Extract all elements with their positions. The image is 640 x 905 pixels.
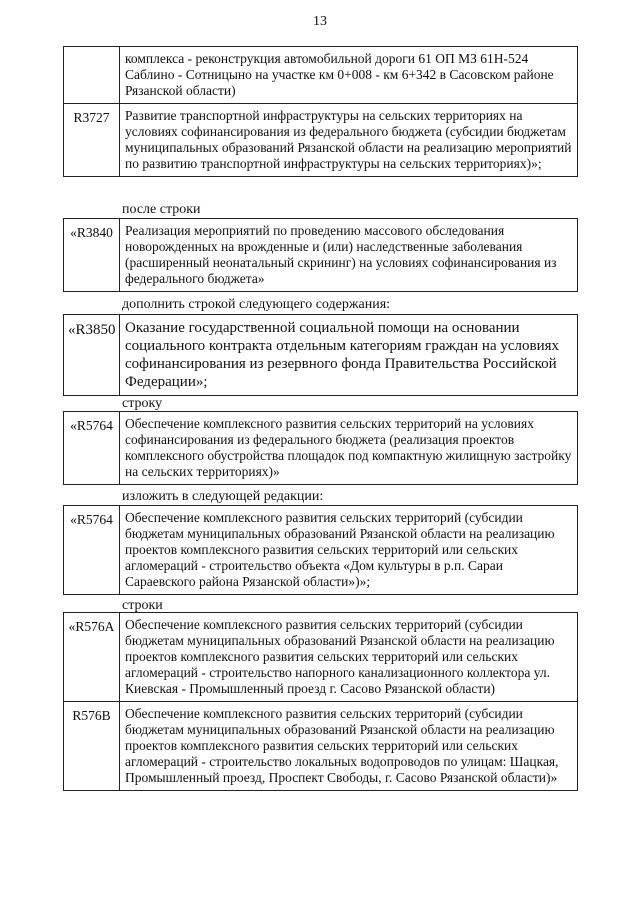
instruction-new-edition: изложить в следующей редакции: [122, 489, 324, 504]
row-code [64, 47, 120, 103]
row-code: «R576A [64, 613, 120, 701]
row-code: «R5764 [64, 412, 120, 484]
page-number: 13 [313, 14, 327, 29]
row-text: Реализация мероприятий по проведению массового обследования новорожденных на врожденные и (или) наследственные заболевания (расширенный неонатальный скрининг) на условиях софинансирования из федерального бюджета» [125, 223, 557, 286]
instruction-add-row: дополнить строкой следующего содержания: [122, 297, 391, 312]
budget-table-r5764-new [63, 505, 578, 595]
budget-table-continued [63, 46, 578, 177]
row-code: «R3850 [64, 315, 120, 395]
row-text: комплекса - реконструкция автомобильной дороги 61 ОП МЗ 61Н-524 Саблино - Сотницыно на участке км 0+008 - км 6+342 в Сасовском районе Рязанской области) [125, 51, 554, 98]
row-text: Обеспечение комплексного развития сельских территорий (субсидии бюджетам муниципальных образований Рязанской области на реализацию проектов комплексного развития сельских территорий или сельских агломераций - строительство напорного канализационного коллектора ул. Киевская - Промышленный проезд г. Сасово Рязанской области) [125, 617, 555, 696]
row-text: Развитие транспортной инфраструктуры на сельских территориях на условиях софинансирования из федерального бюджета (субсидии бюджетам муниципальных образований Рязанской области на реализацию мероприятий по развитию транспортной инфраструктуры на сельских территориях)»; [120, 103, 577, 176]
instruction-after-row: после строки [122, 202, 201, 217]
budget-table-r5764-old [63, 411, 578, 485]
row-code: «R3840 [64, 219, 120, 291]
instruction-rows: строки [122, 598, 163, 613]
row-text: Обеспечение комплексного развития сельских территорий (субсидии бюджетам муниципальных образований Рязанской области на реализацию проектов комплексного развития сельских территорий или сельских агломераций - строительство локальных водопроводов по улицам: Шацкая, Промышленный проезд, Проспект Свободы, г. Сасово Рязанской области)» [120, 701, 577, 790]
budget-table-r3840 [63, 218, 578, 292]
row-code: «R5764 [64, 506, 120, 594]
row-text: Обеспечение комплексного развития сельских территорий (субсидии бюджетам муниципальных образований Рязанской области на реализацию проектов комплексного развития сельских территорий или сельских агломераций - строительство объекта «Дом культуры в р.п. Сараи Сараевского района Рязанской области»)»; [125, 510, 555, 589]
budget-table-r3850 [63, 314, 578, 396]
instruction-row: строку [122, 396, 163, 411]
budget-table-r576 [63, 612, 578, 791]
row-text: Обеспечение комплексного развития сельских территорий на условиях софинансирования из федерального бюджета (реализация проектов комплексного обустройства площадок под компактную жилищную застройку на сельских территориях)» [125, 416, 572, 479]
row-code: R576B [64, 701, 120, 790]
row-text: Оказание государственной социальной помощи на основании социального контракта отдельным категориям граждан на условиях софинансирования из резервного фонда Правительства Российской Федерации»; [125, 320, 560, 390]
row-code: R3727 [64, 103, 120, 176]
